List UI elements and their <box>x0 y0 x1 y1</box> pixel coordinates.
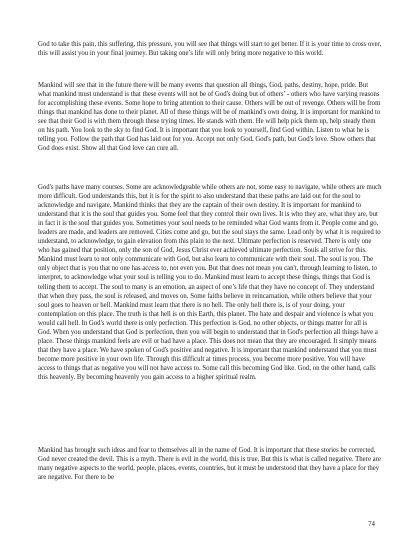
paragraph-4: Mankind has brought such ideas and fear to themselves all in the name of God. It is important that these stories be corrected. God never created the devil. This is a myth. There is evil in the world, this is true. But this is what is called negative. There are many negative aspects to the world, people, places, events, countries, but it must be understood that they have a place for they are negative. For there to be <box>38 447 381 482</box>
page-number: 74 <box>368 521 375 528</box>
paragraph-2: Mankind will see that in the future there will be many events that question all things, God, paths, destiny, hope, pride. But what mankind must understand is that these events will not be of God's doing but of others’ - others who have varying reasons for accomplishing these events. Some hope to bring attention to their cause. Others will be out of revenge. Others will be from things that mankind has done to their planet. All of these things will be of mankind's own doing. It is important for mankind to see that their God is with them through these trying times. He stands with them. He will help pick them up, help steady them on his path. You look to the sky to find God. It is important that you look to yourself, find God within. Listen to what he is telling you. Follow the path that God has laid out for you. Accept not only God, God's path, but God's love. Show others that God does exist. Show all that God love can cure all. <box>38 82 381 153</box>
paragraph-3: God's paths have many courses. Some are acknowledgeable while others are not, some easy to navigate, while others are much more difficult. God understands this, but it is for the spirit to also understand that these paths are laid out for the soul to acknowledge and navigate. Mankind thinks that they are the captain of their own destiny. It is important for mankind to understand that it is the soul that guides you. Some feel that they control their own lives. It is who they are, what they are, but in fact it is the soul that guides you. Sometimes your soul needs to be reminded what God wants from it. People come and go, leaders are made, and leaders are removed. Cities come and go, but the soul stays the same. Lead only by what it is required to understand, to acknowledge, to gain elevation from this plain to the next. Ultimate perfection is reserved. There is only one who has gained that position, only the son of God, Jesus Christ ever achieved ultimate perfection. Souls all strive for this. Mankind must learn to not only communicate with God, but also learn to communicate with their soul. The soul is you. The only object that is you that no one has access to, not even you. But that does not mean you can't, through learning to listen, to interpret, to acknowledge what your soul is telling you to do. Mankind must learn to accept these things, things that God is telling them to accept. The soul to many is an emotion, an aspect of one’s life that they have no concept of. They understand that when they pass, the soul is released, and moves on. Some faiths believe in reincarnation, while others believe that your soul goes to heaven or hell. Mankind must learn that there is no hell. The only hell there is, is of your doing, your contemplation on this place. The truth is that hell is on this Earth, this planet. The hate and despair and violence is what you would call hell. In God's world there is only perfection. This perfection is God, no other objects, or things matter for all is God. When you understand that God is perfection, then you will begin to understand that in God's perfection all things have a place. Those things mankind feels are evil or bad have a place. This does not mean that they are encouraged. It simply means that they have a place. We have spoken of God's positive and negative. It is important that mankind understand that you must become more positive in your own life. Through this difficult at times process, you become more positive. You will have access to things that as negative you will not have access to. Some call this becoming God like. God, on the other hand, calls this heavenly. By becoming heavenly you gain access to a higher spiritual realm. <box>38 184 382 381</box>
paragraph-1: God to take this pain, this suffering, this pressure, you will see that things will start to get better. If it is your time to cross over, this will assist you in your final journey. But taking one’s life will only bring more negative to this world. <box>38 41 382 58</box>
